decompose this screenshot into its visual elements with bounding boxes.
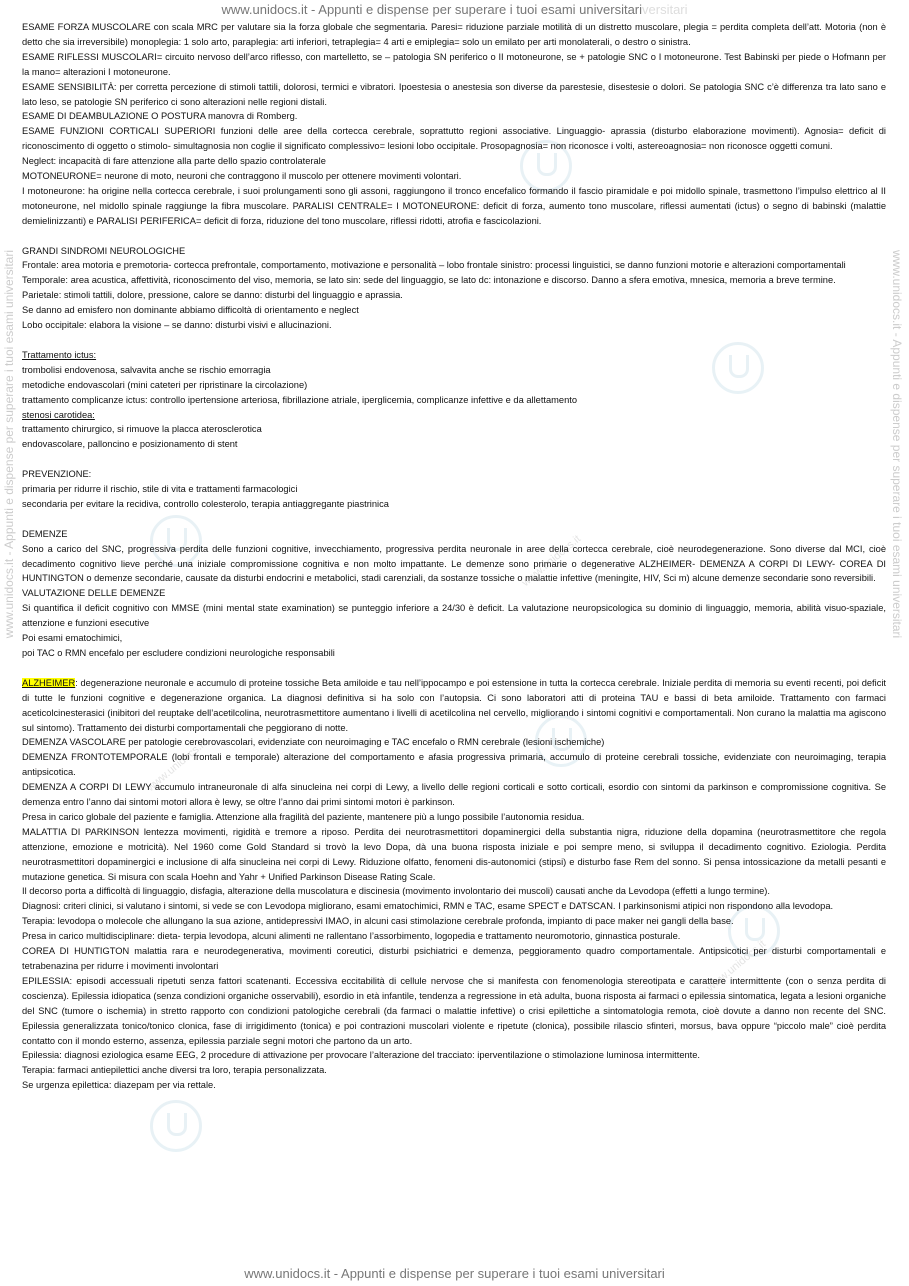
paragraph: trattamento complicanze ictus: controllo ipertensione arteriosa, fibrillazione atriale, iperglicemia, complicanze infettive e da allettamento — [22, 394, 577, 405]
paragraph: endovascolare, palloncino e posizionamento di stent — [22, 439, 238, 450]
paragraph: Terapia: levodopa o molecole che allungano la sua azione, antidepressivi IMAO, in alcuni casi stimolazione cerebrale profonda, impianto di pace maker nei gangli della base. — [22, 916, 734, 927]
highlighted-term: ALZHEIMER — [22, 677, 76, 688]
blank-line — [22, 229, 886, 244]
section-heading: Trattamento ictus: — [22, 349, 97, 360]
paragraph: ESAME FORZA MUSCOLARE con scala MRC per valutare sia la forza globale che segmentaria. Paresi= riduzione parziale motilità di un distretto muscolare, plegia = perdita completa dell’att. Motoria (non è detto che sia irreversibile) monoplegia: 1 solo arto, paraplegia: arti inferiori, tetraplegia= 4 arti e emiplegia= solo un emilato per arti monolaterali, o destro o sinistra. — [22, 22, 886, 47]
paragraph: Neglect: incapacità di fare attenzione alla parte dello spazio controlaterale — [22, 156, 326, 167]
paragraph: ESAME FUNZIONI CORTICALI SUPERIORI funzioni delle aree della cortecca cerebrale, soprattutto regioni associative. Linguaggio- aprassia (disturbo elaborazione movimenti). Agnosia= deficit di riconoscimento di oggetto o stimolo- simultagnosia non coglie il significato complessivo= lesioni lobo occipitale. Prosopagnosia= non riconosce i volti, astereoagnosia= non riconosce oggetti comuni. — [22, 126, 886, 152]
paragraph: Terapia: farmaci antiepilettici anche diversi tra loro, terapia personalizzata. — [22, 1065, 327, 1076]
paragraph: secondaria per evitare la recidiva, controllo colesterolo, terapia antiaggregante piastrinica — [22, 498, 389, 509]
paragraph: Se danno ad emisfero non dominante abbiamo difficoltà di orientamento e neglect — [22, 305, 359, 316]
paragraph: MOTONEURONE= neurone di moto, neuroni che contraggono il muscolo per ottenere movimenti volontari. — [22, 171, 462, 182]
page-footer: www.unidocs.it - Appunti e dispense per superare i tuoi esami universitari — [244, 1266, 665, 1281]
side-watermark-right: www.unidocs.it - Appunti e dispense per superare i tuoi esami universitari — [890, 250, 904, 639]
section-heading: DEMENZE — [22, 528, 68, 539]
paragraph: Poi esami ematochimici, — [22, 633, 123, 644]
paragraph: DEMENZA VASCOLARE per patologie cerebrovascolari, evidenziate con neuroimaging e TAC encefalo o RMN cerebrale (lesioni ischemiche) — [22, 737, 605, 748]
blank-line — [22, 452, 886, 467]
paragraph: MALATTIA DI PARKINSON lentezza movimenti, rigidità e tremore a riposo. Perdita dei neurotrasmettitori dopaminergici della substantia nigra, riduzione della dopamina (neurotrasmettitore che regola attenzione, emozione e motricità). Nel 1960 come Gold Standard si trovò la levo Dopa, dà una buona risposta iniziale e poi sempre meno, si sviluppa il decadimento cognitivo. Eziologia. Perdita neurotrasmettitori dopaminergici e inclusione di alfa sinucleina nei corpi di Lewy. Riduzione olfatto, fenomeni dis-autonomici (stipsi) e disturbo fase Rem del sonno. Si pensa intossicazione da metalli pesanti e mutazione genetica. Si misura con scala Hoehn and Yahr + Unified Parkinson Disease Rating Scale. — [22, 826, 886, 882]
paragraph: Si quantifica il deficit cognitivo con MMSE (mini mental state examination) se punteggio inferiore a 24/30 è deficit. La valutazione neuropsicologica su dominio di linguaggio, memoria, abilità visuo-spaziale, attenzione e funzioni esecutive — [22, 603, 886, 629]
paragraph: COREA DI HUNTIGTON malattia rara e neurodegenerativa, movimenti coreutici, disturbi psichiatrici e demenza, peggioramento quadro comportamentale. Antipsicotici per disturbi comportamentali e tetrabenazina per ridurre i movimenti involontari — [22, 946, 886, 972]
document-body — [22, 20, 886, 1093]
paragraph: Epilessia: diagnosi eziologica esame EEG, 2 procedure di attivazione per provocare l’alterazione del tracciato: iperventilazione o stimolazione luminosa intermittente. — [22, 1050, 701, 1061]
paragraph: DEMENZA FRONTOTEMPORALE (lobi frontali e temporale) alterazione del comportamento e afasia progressiva primaria, accumulo di proteine cerebrali tossiche, evidenziate con neuroimaging, terapia antipsicotica. — [22, 752, 886, 778]
section-heading: GRANDI SINDROMI NEUROLOGICHE — [22, 245, 186, 256]
watermark-text: www.unidocs.it — [144, 738, 209, 794]
section-heading: PREVENZIONE: — [22, 469, 92, 480]
paragraph: EPILESSIA: episodi accessuali ripetuti senza fattori scatenanti. Eccessiva eccitabilità di cellule nervose che si manifesta con fenomenologia stereotipata e carattere intermittente (con o senza perdita di coscienza). Epilessia idiopatica (senza condizioni organiche osservabili), esordio in età infantile, tendenza a regressione in età adulta, buona risposta ai farmaci o epilessia sintomatica, legata a lesioni organiche del SNC (tumore o ischemia) in stretto rapporto con condizioni patologiche cerebrali (da farmaci o malattie infettive) o crisi epilettiche a sintomatologia remota, cioè dovute a danno non recente del SNC. Epilessia generalizzata tonico/tonico clonica, fase di irrigidimento (tonica) e poi contrazioni muscolari violente e ripetute (clonica), possibile rilascio sfinteri, morsus, bava oppure “piccolo male” cioè perdita contatto con il mondo esterno, assenza, epilessia parziale segni motori che partono da un arto. — [22, 975, 886, 1046]
section-heading: VALUTAZIONE DELLE DEMENZE — [22, 588, 166, 599]
section-heading: stenosi carotidea: — [22, 409, 95, 420]
blank-line — [22, 661, 886, 676]
blank-line — [22, 333, 886, 348]
paragraph: I motoneurone: ha origine nella cortecca cerebrale, i suoi prolungamenti sono gli assoni, raggiungono il tronco encefalico formando il fascio piramidale e poi midollo spinale, trasmettono l’impulso elettrico al II motoneurone, nel midollo spinale raggiunge la fibra muscolare. PARALISI CENTRALE= I MOTONEURONE: deficit di forza, aumento tono muscolare, riflessi aumentati (ictus) o segno di babinski (malattie demielinizzanti) e PARALISI PERIFERICA= deficit di forza, riduzione del tono muscolare, riflessi ridotti, atrofia e fascicolazioni. — [22, 185, 886, 226]
paragraph: primaria per ridurre il rischio, stile di vita e trattamenti farmacologici — [22, 484, 298, 495]
paragraph: ALZHEIMER: degenerazione neuronale e accumulo di proteine tossiche Beta amiloide e tau nell’ippocampo e poi estensione in tutta la cortecca cerebrale. Iniziale perdita di memoria su eventi recenti, poi deficit di tutte le funzioni cognitive e degenerazione organica. La diagnosi definitiva si ha solo con l’autopsia. Ci sono laboratori atti di proteina TAU e bassi di beta amiloide. Trattamento con farmaci aceticolcinesterasici (inibitori del reuptake dell’acetilcolina, neurotrasmettitore aumentano i livelli di acetilcolina nel cervello, migliorando i sintomi cognitivi e comportamentali. Non curano la malattia ma agiscono sul sintomo). Trattamento dei disturbi comportamentali che peggiorano di notte. — [22, 677, 886, 733]
watermark-text: www.unidocs.it — [704, 938, 769, 994]
paragraph: Lobo occipitale: elabora la visione – se danno: disturbi visivi e allucinazioni. — [22, 320, 332, 331]
side-watermark-left: www.unidocs.it - Appunti e dispense per superare i tuoi esami universitari — [2, 250, 16, 639]
paragraph: DEMENZA A CORPI DI LEWY accumulo intraneuronale di alfa sinucleina nei corpi di Lewy, a livello delle regioni corticali e sotto corticali, esordio con sintomi da parkinson e compromissione cognitiva. Se demenza entro l’anno dai sintomi motori allora è lewy, se oltre l’anno dai primi sintomi motori è parkinson. — [22, 782, 886, 808]
paragraph: metodiche endovascolari (mini cateteri per ripristinare la circolazione) — [22, 379, 308, 390]
paragraph: ESAME SENSIBILITÀ: per corretta percezione di stimoli tattili, dolorosi, termici e vibratori. Ipoestesia o anestesia son diverse da parestesie, disestesie o dolori. Se patologia SNC c’è differenza tra lato sano e lato leso, se patologie SN periferico ci sono alterazioni nelle regioni distali. — [22, 81, 886, 107]
paragraph: poi TAC o RMN encefalo per escludere condizioni neurologiche responsabili — [22, 648, 335, 658]
blank-line — [22, 512, 886, 527]
paragraph: Diagnosi: criteri clinici, si valutano i sintomi, si vede se con Levodopa migliorano, esami ematochimici, RMN e TAC, esame SPECT e DATSCAN. I parkinsonismi atipici non rispondono alla levodopa. — [22, 901, 834, 912]
paragraph: Temporale: area acustica, affettività, riconoscimento del viso, memoria, se lato sin: sede del linguaggio, se lato dc: intonazione e discorso. Danno a sfera emotiva, mnesica, memoria a breve termine. — [22, 275, 836, 286]
paragraph: ESAME RIFLESSI MUSCOLARI= circuito nervoso dell’arco riflesso, con martelletto, se – patologia SN periferico o II motoneurone, se + patologie SNC o I motoneurone. Test Babinski per piede o Hofmann per la mano= alterazioni I motoneurone. — [22, 51, 886, 77]
paragraph: Sono a carico del SNC, progressiva perdita delle funzioni cognitive, invecchiamento, progressiva perdita neuronale in aree della cortecca cerebrale, cioè neurodegenerazione. Sono diverse dal MCI, cioè decadimento cognitivo lieve perché una iniziale compromissione cognitiva e non molto impattante. Le demenze sono primarie o degenerative ALZHEIMER- DEMENZA A CORPI DI LEWY- COREA DI HUNTINGTON o demenze secondarie, causate da disturbi endocrini e metabolici, stadi carenziali, da sostanze tossiche o malattie infettive (meningite, HIV, Sci m) alcune demenze secondarie sono reversibili. — [22, 543, 886, 584]
watermark-logo-icon — [150, 1100, 202, 1152]
paragraph: ESAME DI DEAMBULAZIONE O POSTURA manovra di Romberg. — [22, 111, 298, 122]
paragraph: trattamento chirurgico, si rimuove la placca aterosclerotica — [22, 424, 262, 435]
paragraph: trombolisi endovenosa, salvavita anche se rischio emorragia — [22, 364, 271, 375]
paragraph: Parietale: stimoli tattili, dolore, pressione, calore se danno: disturbi del linguaggio e aprassia. — [22, 290, 403, 301]
paragraph: Frontale: area motoria e premotoria- cortecca prefrontale, comportamento, motivazione e personalità – lobo frontale sinistro: processi linguistici, se danno funzioni motorie e alterazioni comportamentali — [22, 260, 846, 271]
paragraph: Il decorso porta a difficoltà di linguaggio, disfagia, alterazione della muscolatura e discinesia (movimento involontario dei muscoli) causati anche da Levodopa (effetti a lungo termine). — [22, 886, 770, 897]
paragraph: Presa in carico multidisciplinare: dieta- terpia levodopa, alcuni alimenti ne rallentano l’assorbimento, logopedia e trattamento neuromotorio, ginnastica posturale. — [22, 931, 681, 942]
paragraph: Se urgenza epilettica: diazepam per via rettale. — [22, 1080, 216, 1091]
page-header: www.unidocs.it - Appunti e dispense per superare i tuoi esami universitariversitari — [221, 2, 688, 17]
watermark-text: www.unidocs.it — [519, 533, 584, 589]
paragraph: Presa in carico globale del paziente e famiglia. Attenzione alla fragilità del paziente, mantenere più a lungo possibile l’autonomia residua. — [22, 811, 585, 822]
